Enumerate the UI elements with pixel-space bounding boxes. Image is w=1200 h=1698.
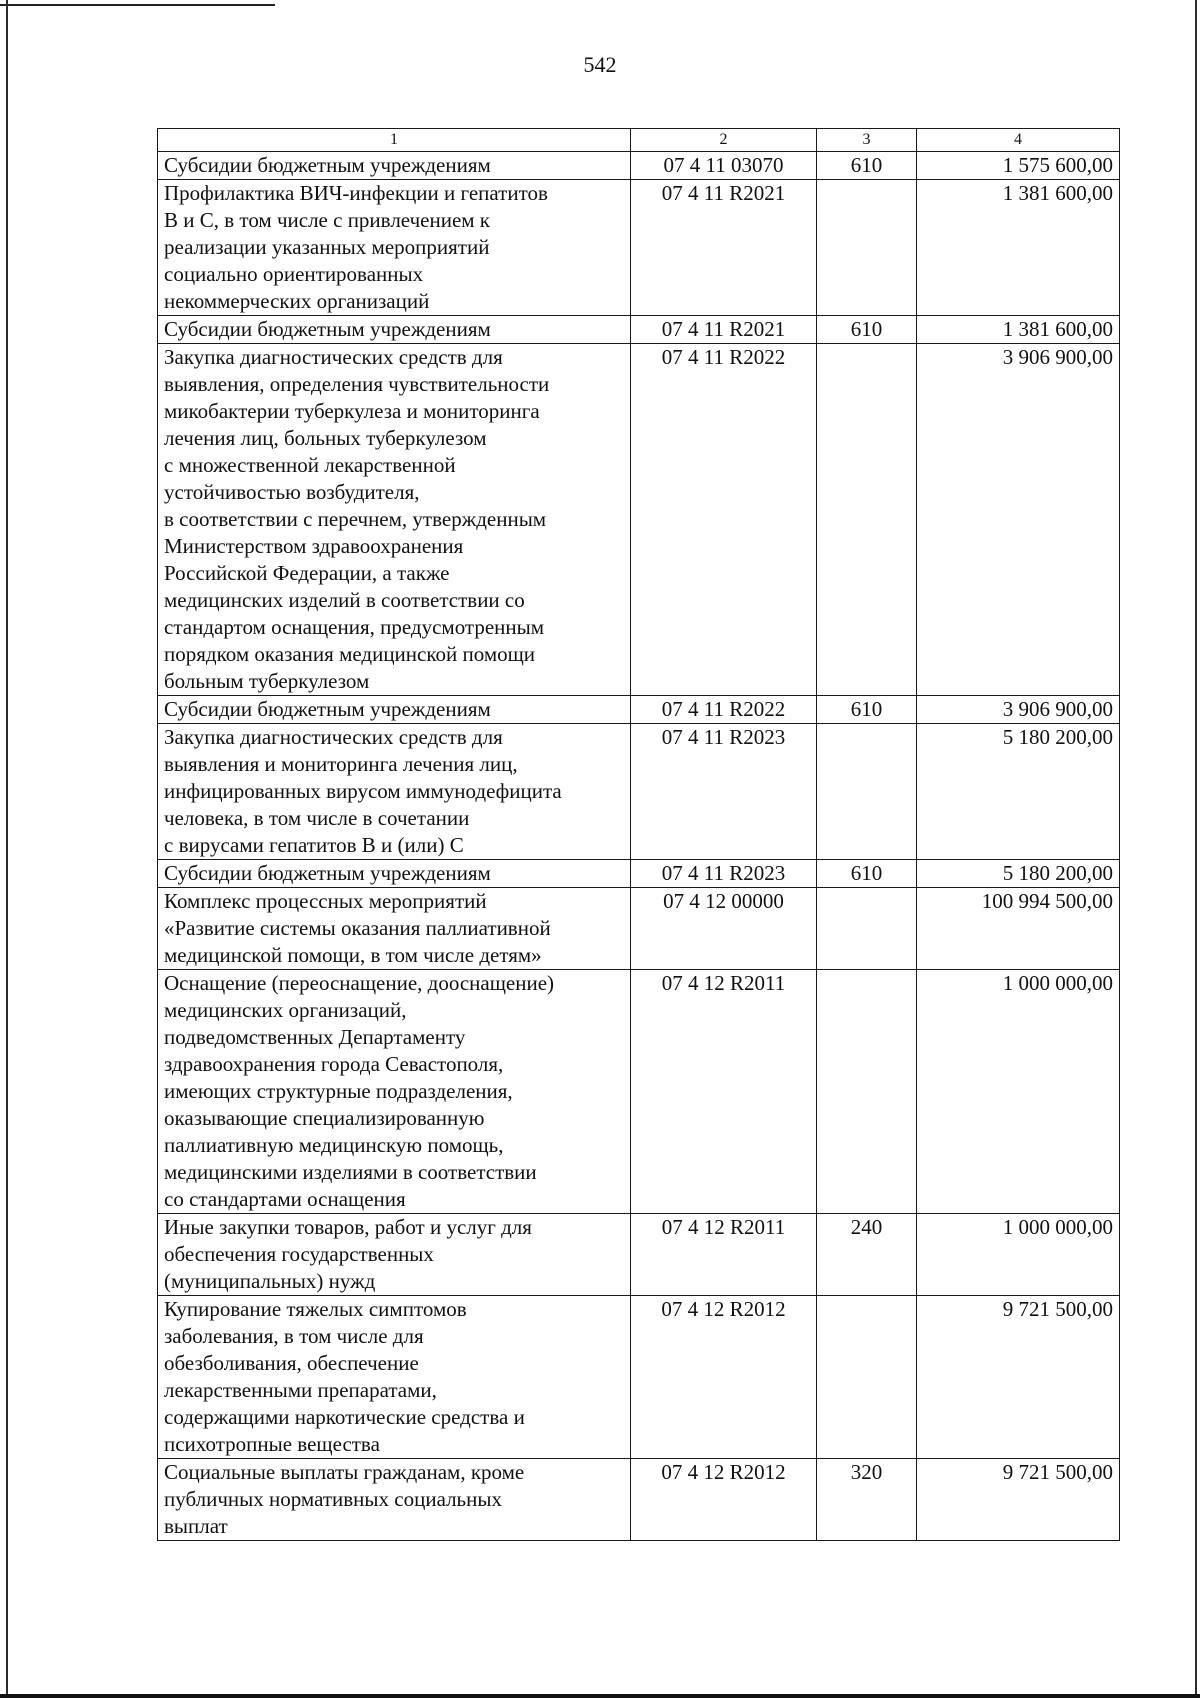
row-code-cell: 07 4 11 R2022	[631, 696, 817, 724]
scan-edge-right	[1195, 0, 1197, 1698]
row-type-cell	[817, 1296, 917, 1459]
table-row	[158, 970, 1120, 1214]
row-name-cell: Профилактика ВИЧ-инфекции и гепатитов В и С, в том числе с привлечением к реализации указанных мероприятий социально ориентированных некоммерческих организаций	[158, 180, 631, 316]
row-name-cell: Социальные выплаты гражданам, кроме публичных нормативных социальных выплат	[158, 1459, 631, 1541]
table-header-row	[158, 129, 1120, 152]
table-row	[158, 344, 1120, 696]
row-code-cell: 07 4 11 R2021	[631, 180, 817, 316]
column-header-4: 4	[917, 129, 1120, 152]
row-name-cell: Субсидии бюджетным учреждениям	[158, 152, 631, 180]
row-type-cell: 610	[817, 152, 917, 180]
table-body	[158, 152, 1120, 1541]
row-code-cell: 07 4 12 R2012	[631, 1459, 817, 1541]
row-code-cell: 07 4 11 R2022	[631, 344, 817, 696]
row-code-cell: 07 4 11 R2023	[631, 724, 817, 860]
table-row	[158, 1459, 1120, 1541]
row-name-cell: Субсидии бюджетным учреждениям	[158, 696, 631, 724]
row-type-cell	[817, 724, 917, 860]
row-amount-cell: 1 381 600,00	[917, 180, 1120, 316]
row-type-cell	[817, 888, 917, 970]
scan-edge-top	[0, 4, 275, 6]
row-code-cell: 07 4 12 R2011	[631, 1214, 817, 1296]
row-type-cell	[817, 970, 917, 1214]
row-type-cell	[817, 344, 917, 696]
table-row	[158, 316, 1120, 344]
row-amount-cell: 1 381 600,00	[917, 316, 1120, 344]
row-name-cell: Субсидии бюджетным учреждениям	[158, 316, 631, 344]
row-type-cell: 320	[817, 1459, 917, 1541]
table-row	[158, 724, 1120, 860]
row-amount-cell: 1 000 000,00	[917, 970, 1120, 1214]
table-row	[158, 180, 1120, 316]
column-header-2: 2	[631, 129, 817, 152]
row-code-cell: 07 4 12 R2012	[631, 1296, 817, 1459]
table-row	[158, 860, 1120, 888]
row-type-cell	[817, 180, 917, 316]
row-name-cell: Субсидии бюджетным учреждениям	[158, 860, 631, 888]
row-name-cell: Купирование тяжелых симптомов заболевания, в том числе для обезболивания, обеспечение лекарственными препаратами, содержащими наркотические средства и психотропные вещества	[158, 1296, 631, 1459]
row-code-cell: 07 4 12 00000	[631, 888, 817, 970]
row-code-cell: 07 4 11 R2023	[631, 860, 817, 888]
row-name-cell: Закупка диагностических средств для выявления, определения чувствительности микобактерии туберкулеза и мониторинга лечения лиц, больных туберкулезом с множественной лекарственной устойчивостью возбудителя, в соответствии с перечнем, утвержденным Министерством здравоохранения Российской Федерации, а также медицинских изделий в соответствии со стандартом оснащения, предусмотренным порядком оказания медицинской помощи больным туберкулезом	[158, 344, 631, 696]
scan-edge-bottom	[0, 1694, 1200, 1698]
row-amount-cell: 1 575 600,00	[917, 152, 1120, 180]
row-code-cell: 07 4 11 R2021	[631, 316, 817, 344]
row-name-cell: Оснащение (переоснащение, дооснащение) медицинских организаций, подведомственных Департаменту здравоохранения города Севастополя, имеющих структурные подразделения, оказывающие специализированную паллиативную медицинскую помощь, медицинскими изделиями в соответствии со стандартами оснащения	[158, 970, 631, 1214]
row-amount-cell: 9 721 500,00	[917, 1459, 1120, 1541]
row-amount-cell: 3 906 900,00	[917, 344, 1120, 696]
row-name-cell: Закупка диагностических средств для выявления и мониторинга лечения лиц, инфицированных вирусом иммунодефицита человека, в том числе в сочетании с вирусами гепатитов В и (или) С	[158, 724, 631, 860]
row-type-cell: 610	[817, 316, 917, 344]
table-row	[158, 1296, 1120, 1459]
row-amount-cell: 5 180 200,00	[917, 724, 1120, 860]
row-type-cell: 610	[817, 696, 917, 724]
row-name-cell: Иные закупки товаров, работ и услуг для обеспечения государственных (муниципальных) нужд	[158, 1214, 631, 1296]
table-row	[158, 152, 1120, 180]
row-amount-cell: 5 180 200,00	[917, 860, 1120, 888]
row-amount-cell: 3 906 900,00	[917, 696, 1120, 724]
page-number: 542	[583, 52, 617, 77]
row-code-cell: 07 4 11 03070	[631, 152, 817, 180]
row-type-cell: 610	[817, 860, 917, 888]
row-name-cell: Комплекс процессных мероприятий «Развитие системы оказания паллиативной медицинской помощи, в том числе детям»	[158, 888, 631, 970]
budget-table	[157, 128, 1120, 1541]
row-code-cell: 07 4 12 R2011	[631, 970, 817, 1214]
scan-edge-left	[6, 0, 8, 1698]
column-header-3: 3	[817, 129, 917, 152]
row-amount-cell: 1 000 000,00	[917, 1214, 1120, 1296]
row-amount-cell: 100 994 500,00	[917, 888, 1120, 970]
table-row	[158, 888, 1120, 970]
row-type-cell: 240	[817, 1214, 917, 1296]
row-amount-cell: 9 721 500,00	[917, 1296, 1120, 1459]
table-row	[158, 1214, 1120, 1296]
table-row	[158, 696, 1120, 724]
column-header-1: 1	[158, 129, 631, 152]
